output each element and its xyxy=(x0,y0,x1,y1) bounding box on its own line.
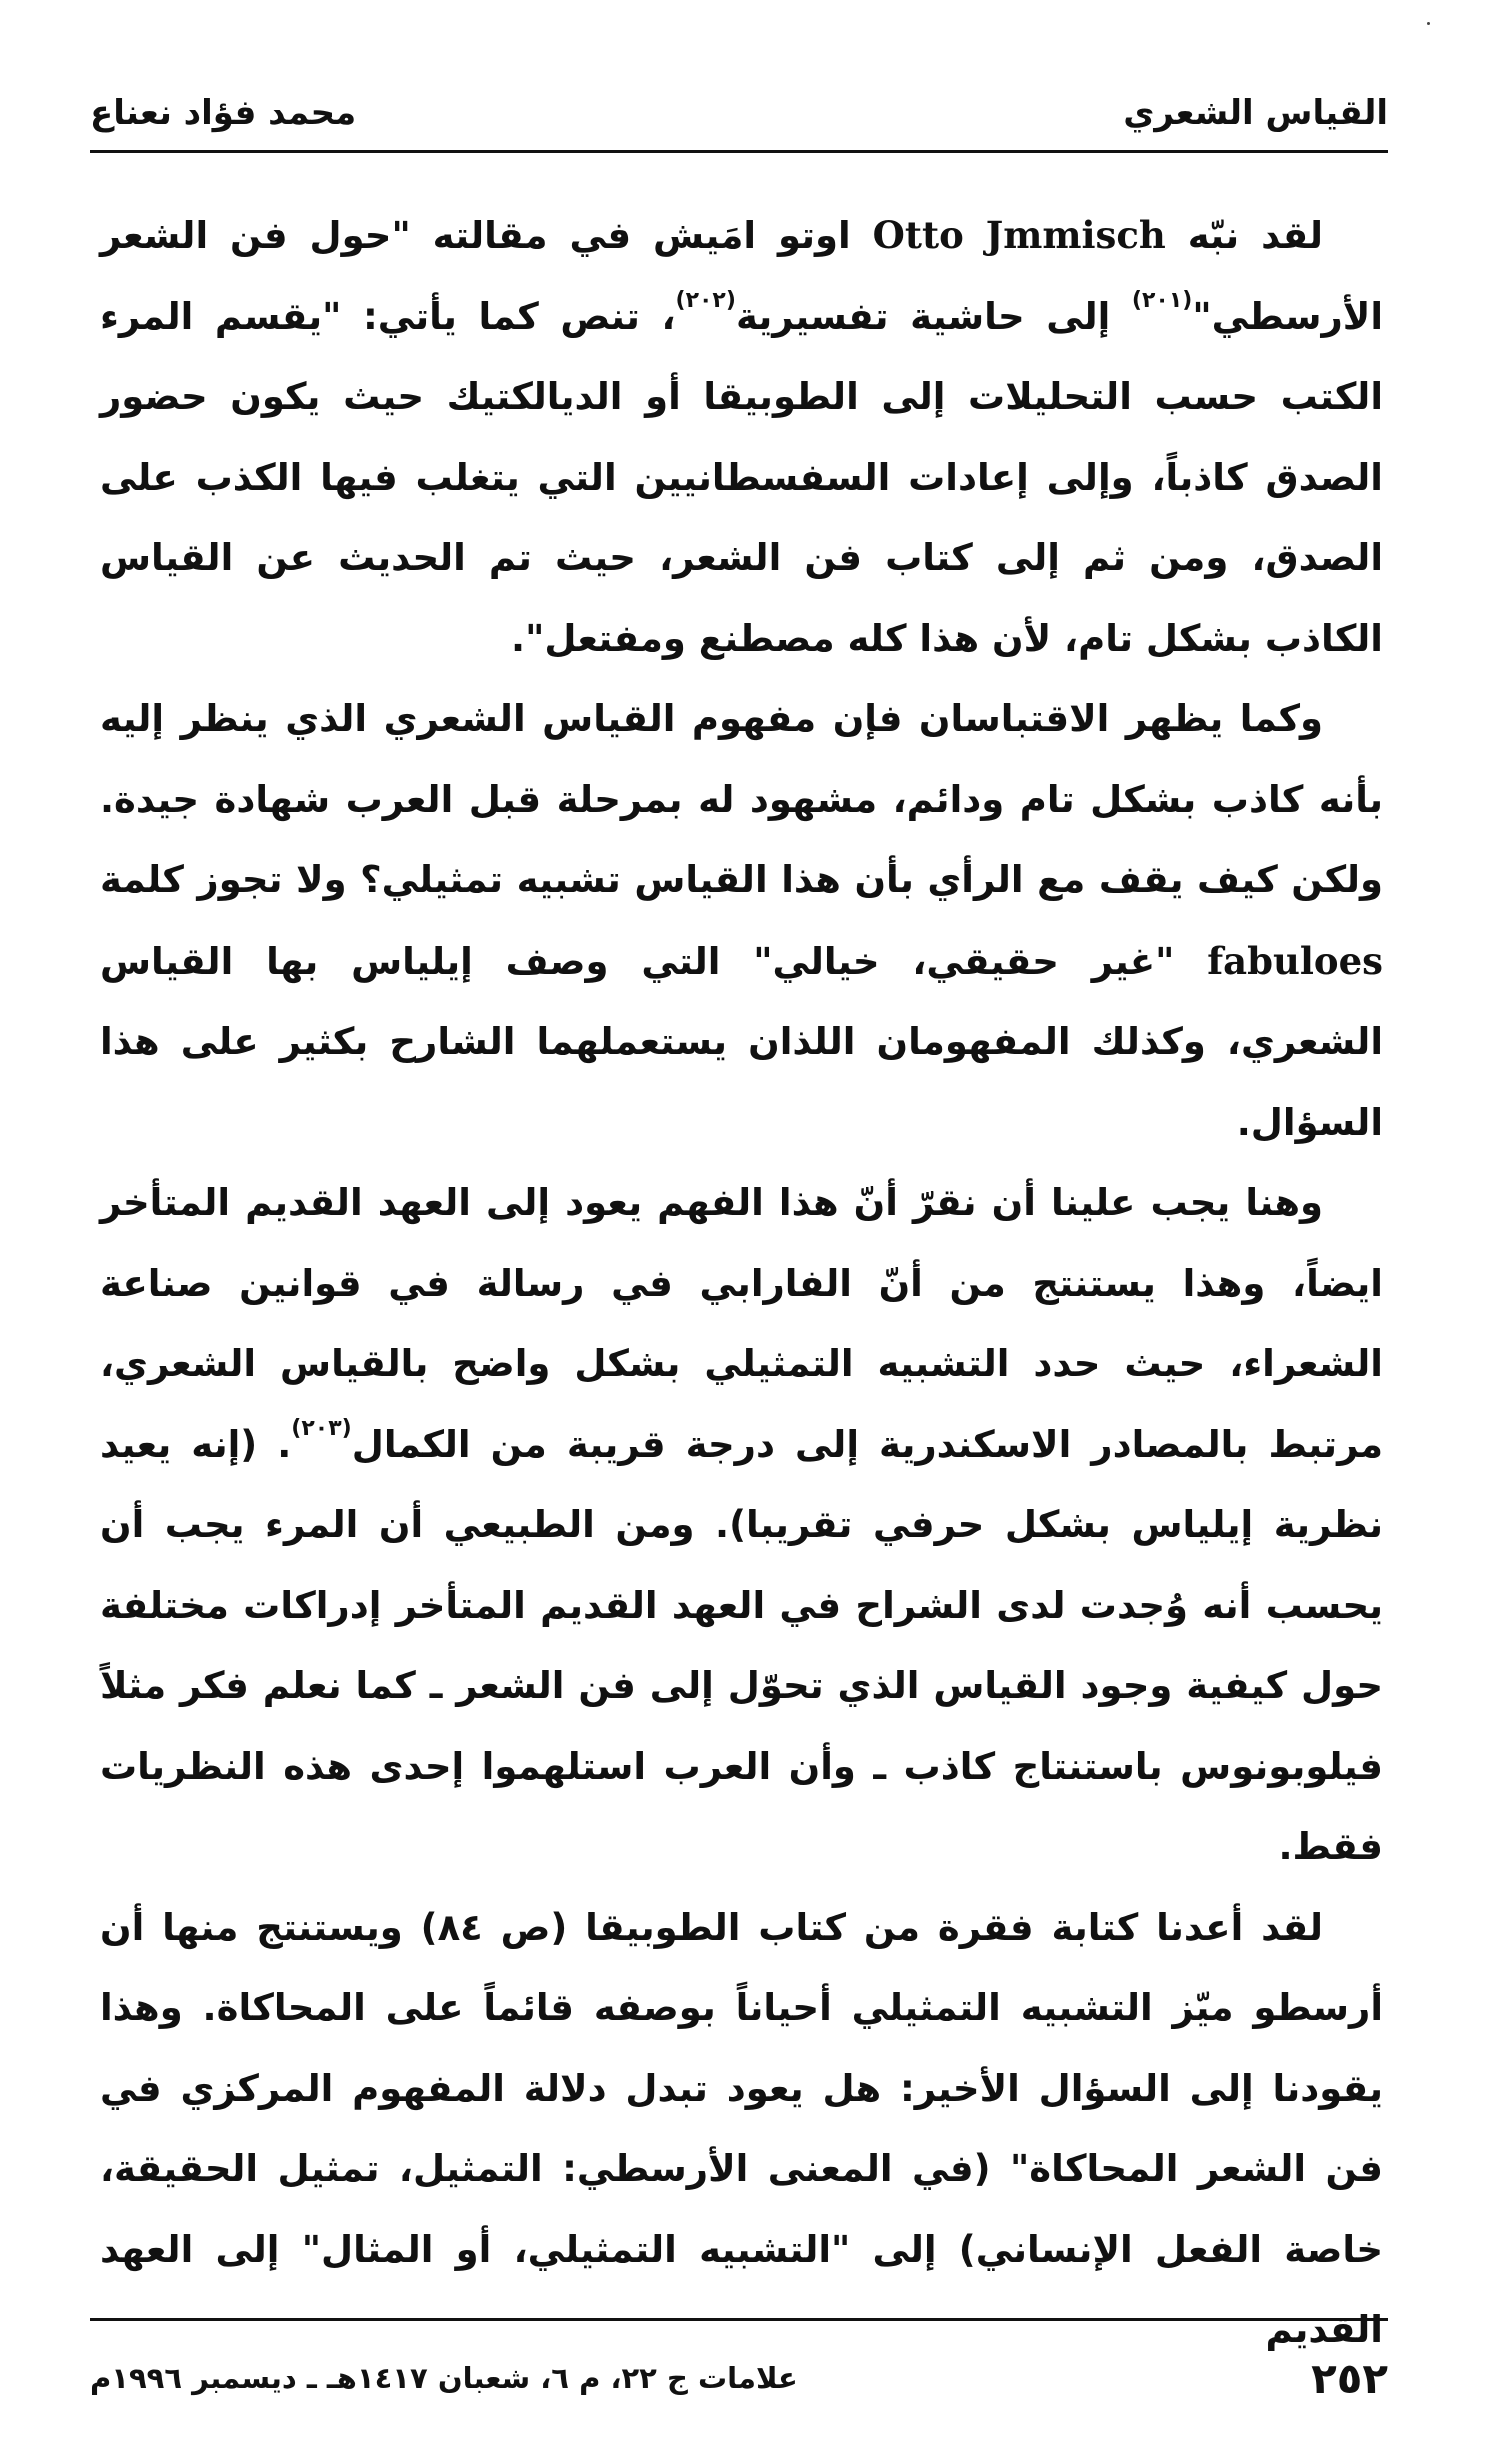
p1-text-b: اوتو امَيش في مقالته "حول فن الشعر الأرسطي" xyxy=(100,214,1384,338)
running-author-name: محمد فؤاد نعناع xyxy=(90,93,357,133)
latin-word-fabuloes: fabuloes xyxy=(1207,938,1383,983)
paragraph-4: لقد أعدنا كتابة فقرة من كتاب الطوبيقا (ص ٨٤) ويستنتج منها أن أرسطو ميّز التشبيه التمثيلي أحياناً بوصفه قائماً على المحاكاة. وهذا يقودنا إلى السؤال الأخير: هل يعود تبدل دلالة المفهوم المركزي في فن الشعر المحاكاة" (في المعنى الأرسطي: التمثيل، تمثيل الحقيقة، خاصة الفعل الإنساني) إلى "التشبيه التمثيلي، أو المثال" إلى العهد القديم xyxy=(100,1905,1383,2351)
running-section-title: القياس الشعري xyxy=(1123,93,1388,133)
journal-citation: علامات ج ٢٢، م ٦، شعبان ١٤١٧هـ ـ ديسمبر ١٩٩٦م xyxy=(90,2361,798,2395)
page-footer xyxy=(90,2348,1388,2408)
footnote-ref-203[interactable]: (٢٠٣) xyxy=(291,1415,352,1441)
page-number: ٢٥٢ xyxy=(1311,2353,1388,2403)
article-body xyxy=(100,195,1383,2371)
p3-text-b: . (إنه يعيد نظرية إيلياس بشكل حرفي تقريبا). ومن الطبيعي أن المرء يجب أن يحسب أنه وُجدت لدى الشراح في العهد القديم المتأخر إدراكات مختلفة حول كيفية وجود القياس الذي تحوّل إلى فن الشعر ـ كما نعلم فكر مثلاً فيلوبونوس باستنتاج كاذب ـ وأن العرب استلهموا إحدى هذه النظريات فقط. xyxy=(100,1422,1383,1868)
header-divider xyxy=(90,150,1388,153)
paragraph-3 xyxy=(100,1163,1383,1888)
latin-name-otto-jmmisch: Otto Jmmisch xyxy=(872,213,1166,257)
p1-text-d: ، تنص كما يأتي: "يقسم المرء الكتب حسب التحليلات إلى الطوبيقا أو الديالكتيك حيث يكون حضور الصدق كاذباً، وإلى إعادات السفسطانيين التي يتغلب فيها الكذب على الصدق، ومن ثم إلى كتاب فن الشعر، حيث تم الحديث عن القياس الكاذب بشكل تام، لأن هذا كله مصطنع ومفتعل". xyxy=(100,294,1383,660)
p1-text-c: إلى حاشية تفسيرية xyxy=(735,294,1132,338)
p3-text-a: وهنا يجب علينا أن نقرّ أنّ هذا الفهم يعود إلى العهد القديم المتأخر ايضاً، وهذا يستنتج من أنّ الفارابي في رسالة في قوانين صناعة الشعراء، حيث حدد التشبيه التمثيلي بشكل واضح بالقياس الشعري، مرتبط بالمصادر الاسكندرية إلى درجة قريبة من الكمال xyxy=(100,1181,1383,1466)
p1-text-a: لقد نبّه xyxy=(1165,214,1323,257)
paragraph-1 xyxy=(100,195,1383,679)
footer-divider xyxy=(90,2318,1388,2321)
footnote-ref-202[interactable]: (٢٠٢) xyxy=(675,287,736,313)
p2-text-b: "غير حقيقي، خيالي" التي وصف إيلياس بها القياس الشعري، وكذلك المفهومان اللذان يستعملهما الشارح بكثير على هذا السؤال. xyxy=(100,939,1383,1144)
paragraph-2 xyxy=(100,679,1383,1163)
scan-mark xyxy=(1427,22,1430,25)
page-header xyxy=(90,78,1388,148)
footnote-ref-201[interactable]: (٢٠١) xyxy=(1131,287,1193,313)
p2-text-a: وكما يظهر الاقتباسان فإن مفهوم القياس الشعري الذي ينظر إليه بأنه كاذب بشكل تام ودائم، مشهود له بمرحلة قبل العرب شهادة جيدة. ولكن كيف يقف مع الرأي بأن هذا القياس تشبيه تمثيلي؟ ولا تجوز كلمة xyxy=(100,697,1383,901)
